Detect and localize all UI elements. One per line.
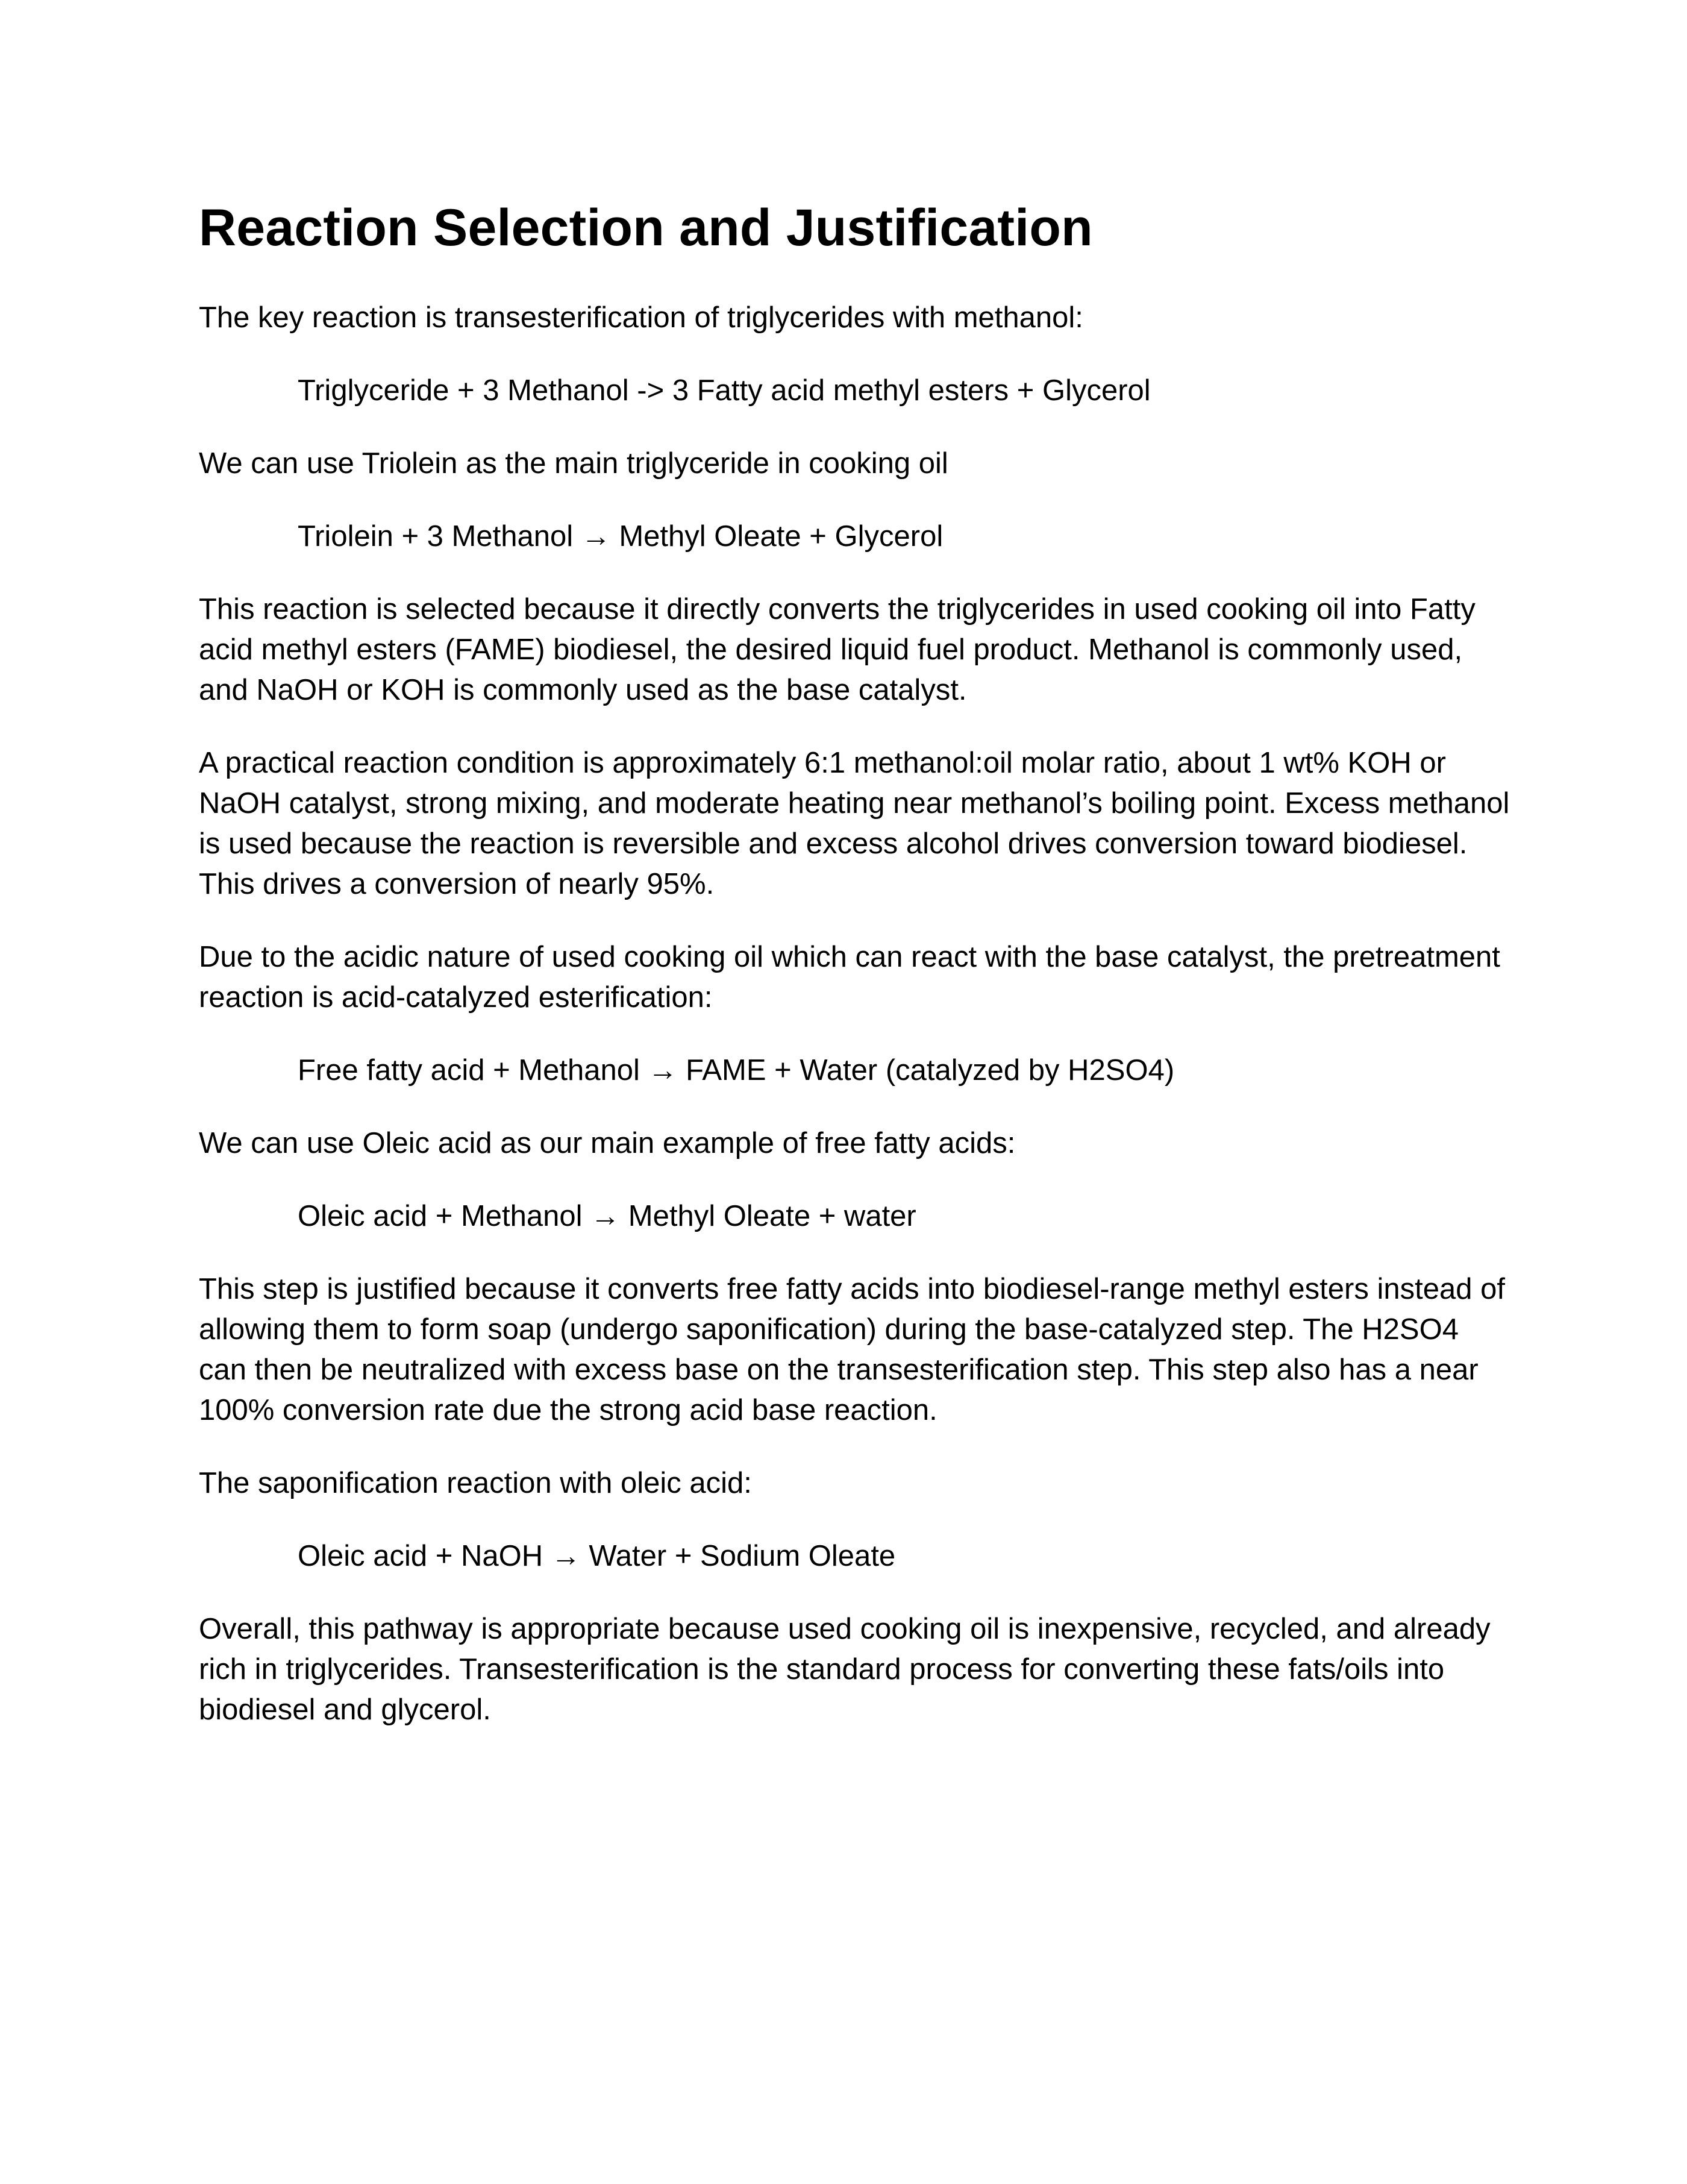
paragraph-pretreatment: Due to the acidic nature of used cooking oil which can react with the base catalyst, the pretreatment reaction is acid-catalyzed esterification: <box>199 941 1500 1014</box>
page-title: Reaction Selection and Justification <box>199 199 1093 257</box>
document-body <box>199 194 1512 1763</box>
paragraph-saponification: The saponification reaction with oleic acid: <box>199 1467 752 1499</box>
equation-triolein: Triolein + 3 Methanol → Methyl Oleate + Glycerol <box>298 520 944 553</box>
paragraph-triolein: We can use Triolein as the main triglyceride in cooking oil <box>199 447 948 480</box>
paragraph-key-reaction: The key reaction is transesterification of triglycerides with methanol: <box>199 301 1083 334</box>
equation-oleic-acid: Oleic acid + Methanol → Methyl Oleate + water <box>298 1200 916 1232</box>
equation-esterification: Free fatty acid + Methanol → FAME + Water (catalyzed by H2SO4) <box>298 1054 1175 1087</box>
paragraph-overall: Overall, this pathway is appropriate because used cooking oil is inexpensive, recycled, and already rich in triglycerides. Transesterification is the standard process for converting these fats/oils into biodiesel and glycerol. <box>199 1613 1491 1726</box>
paragraph-selection-reason: This reaction is selected because it directly converts the triglycerides in used cooking oil into Fatty acid methyl esters (FAME) biodiesel, the desired liquid fuel product. Methanol is commonly used, and NaOH or KOH is commonly used as the base catalyst. <box>199 593 1476 706</box>
equation-saponification: Oleic acid + NaOH → Water + Sodium Oleate <box>298 1540 896 1572</box>
equation-transesterification: Triglyceride + 3 Methanol -> 3 Fatty acid methyl esters + Glycerol <box>298 374 1151 407</box>
paragraph-oleic-acid: We can use Oleic acid as our main example of free fatty acids: <box>199 1127 1016 1159</box>
paragraph-step-justification: This step is justified because it converts free fatty acids into biodiesel-range methyl esters instead of allowing them to form soap (undergo saponification) during the base-catalyzed step. The H2SO4 can then be neutralized with excess base on the transesterification step. This step also has a near 100% conversion rate due the strong acid base reaction. <box>199 1273 1505 1426</box>
paragraph-reaction-conditions: A practical reaction condition is approximately 6:1 methanol:oil molar ratio, about 1 wt% KOH or NaOH catalyst, strong mixing, and moderate heating near methanol’s boiling point. Excess methanol is used because the reaction is reversible and excess alcohol drives conversion toward biodiesel. This drives a conversion of nearly 95%. <box>199 747 1510 900</box>
